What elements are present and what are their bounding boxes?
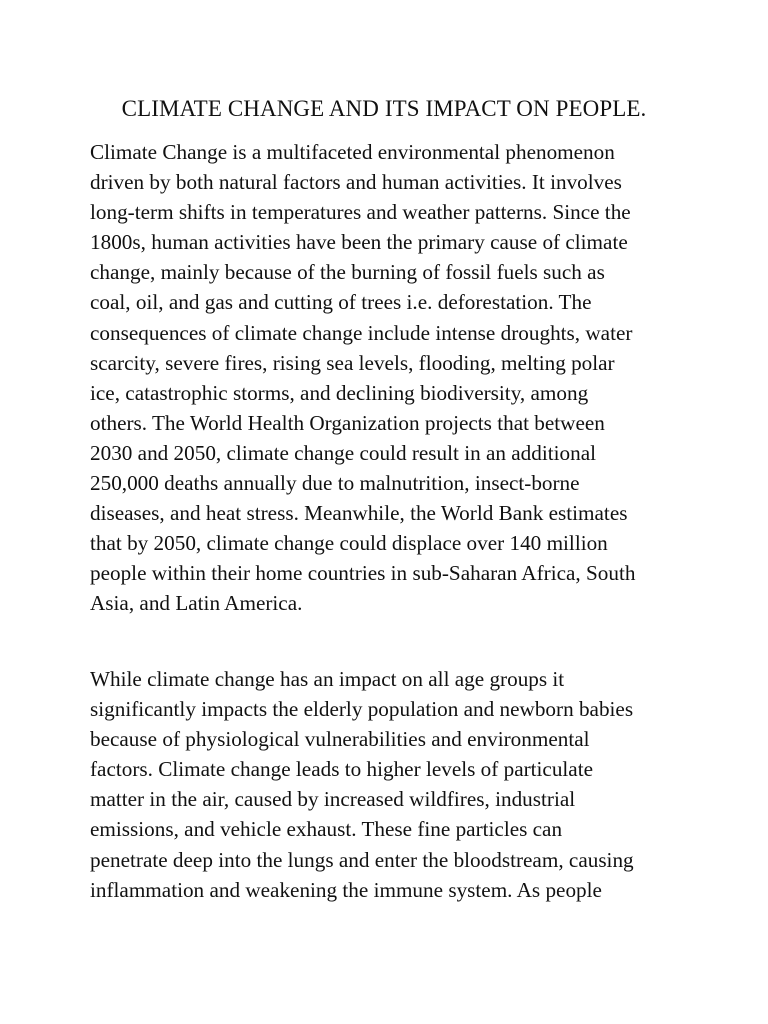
paragraph-line: coal, oil, and gas and cutting of trees i.e. deforestation. The [90, 290, 592, 315]
paragraph-line: Asia, and Latin America. [90, 591, 303, 616]
paragraph-line: penetrate deep into the lungs and enter the bloodstream, causing [90, 847, 634, 872]
paragraph-line: matter in the air, caused by increased wildfires, industrial [90, 787, 576, 812]
paragraph-line: change, mainly because of the burning of fossil fuels such as [90, 260, 605, 285]
paragraph-line: people within their home countries in sub-Saharan Africa, South [90, 561, 636, 586]
paragraph-line: factors. Climate change leads to higher levels of particulate [90, 757, 594, 782]
paragraph-line: driven by both natural factors and human activities. It involves [90, 170, 622, 195]
paragraph-line: others. The World Health Organization projects that between [90, 410, 605, 435]
paragraph-line: long-term shifts in temperatures and weather patterns. Since the [90, 200, 631, 225]
paragraph-line: 1800s, human activities have been the primary cause of climate [90, 230, 628, 255]
paragraph-line: significantly impacts the elderly population and newborn babies [90, 697, 634, 722]
paragraph-line: While climate change has an impact on all age groups it [90, 667, 565, 691]
paragraph-line: Climate Change is a multifaceted environmental phenomenon [90, 140, 615, 164]
paragraph-line: ice, catastrophic storms, and declining biodiversity, among [90, 380, 589, 405]
paragraph-line: consequences of climate change include intense droughts, water [90, 320, 633, 345]
paragraph-line: scarcity, severe fires, rising sea levels, flooding, melting polar [90, 350, 615, 375]
document-title: CLIMATE CHANGE AND ITS IMPACT ON PEOPLE. [121, 96, 647, 121]
paragraph-2 [90, 664, 690, 905]
paragraph-line: because of physiological vulnerabilities and environmental [90, 727, 590, 752]
paragraph-line: diseases, and heat stress. Meanwhile, the World Bank estimates [90, 501, 628, 526]
paragraph-line: inflammation and weakening the immune system. As people [90, 877, 602, 902]
paragraph-line: emissions, and vehicle exhaust. These fine particles can [90, 817, 563, 842]
paragraph-line: 250,000 deaths annually due to malnutrition, insect-borne [90, 471, 580, 496]
paragraph-line: that by 2050, climate change could displace over 140 million [90, 531, 608, 556]
paragraph-line: 2030 and 2050, climate change could result in an additional [90, 440, 597, 465]
paragraph-1 [90, 137, 690, 619]
